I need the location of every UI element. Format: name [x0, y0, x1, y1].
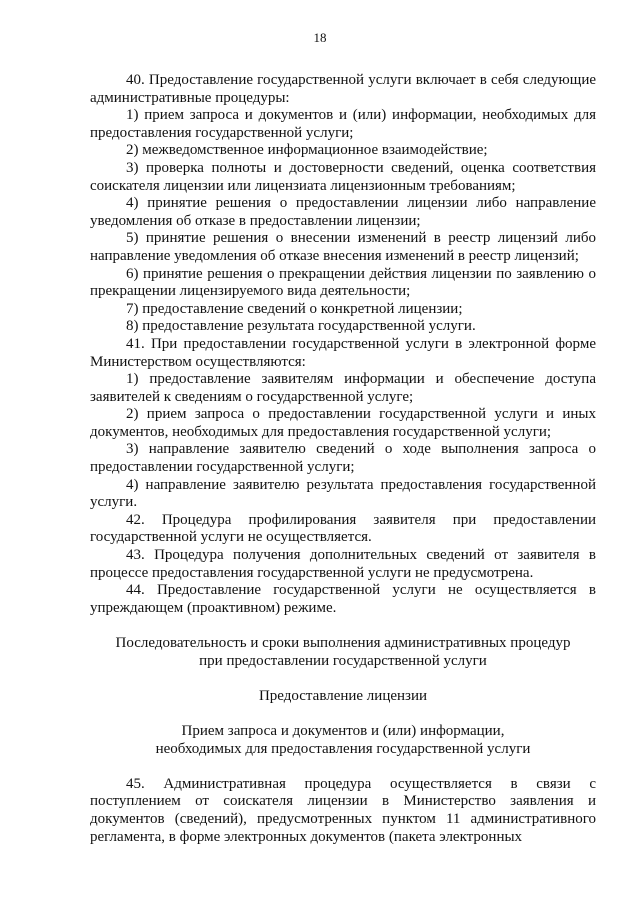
- list-item-40-5: 5) принятие решения о внесении изменений в реестр лицензий либо направление уведомления об отказе внесения изменений в реестр лицензий;: [90, 230, 596, 264]
- spacer: [90, 670, 596, 688]
- page-number: 18: [313, 30, 327, 45]
- procedure-heading-line-2: необходимых для предоставления государственной услуги: [155, 740, 531, 757]
- list-item-40-3: 3) проверка полноты и достоверности сведений, оценка соответствия соискателя лицензии или лицензиата лицензионным требованиям;: [90, 159, 596, 194]
- list-item-40-1: 1) прием запроса и документов и (или) информации, необходимых для предоставления государственной услуги;: [90, 107, 596, 141]
- section-heading-line-1: Последовательность и сроки выполнения административных процедур: [115, 635, 571, 651]
- list-item-40-4: 4) принятие решения о предоставлении лицензии либо направление уведомления об отказе в предоставлении лицензии;: [90, 195, 596, 229]
- paragraph-42: 42. Процедура профилирования заявителя при предоставлении государственной услуги не осуществляется.: [90, 511, 596, 546]
- paragraph-41: 41. При предоставлении государственной услуги в электронной форме Министерством осуществляются:: [90, 335, 596, 370]
- paragraph-44: 44. Предоставление государственной услуги не осуществляется в упреждающем (проактивном) режиме.: [90, 582, 596, 616]
- list-item-41-1: 1) предоставление заявителям информации и обеспечение доступа заявителей к сведениям о государственной услуге;: [90, 371, 596, 405]
- list-item-40-7: 7) предоставление сведений о конкретной лицензии;: [126, 300, 463, 317]
- list-item-40-8: 8) предоставление результата государственной услуги.: [126, 318, 476, 335]
- spacer: [90, 617, 596, 635]
- paragraph-40: 40. Предоставление государственной услуги включает в себя следующие административные процедуры:: [90, 72, 596, 106]
- paragraph-45: 45. Административная процедура осуществляется в связи с поступлением от соискателя лицензии в Министерство заявления и документов (сведений), предусмотренных пунктом 11 административного регламента, в форме электронных документов (пакета электронных: [90, 775, 596, 845]
- paragraph-43: 43. Процедура получения дополнительных сведений от заявителя в процессе предоставления государственной услуги не предусмотрена.: [90, 547, 596, 581]
- list-item-41-4: 4) направление заявителю результата предоставления государственной услуги.: [90, 476, 596, 511]
- list-item-40-2: 2) межведомственное информационное взаимодействие;: [126, 142, 488, 159]
- list-item-40-6: 6) принятие решения о прекращении действия лицензии по заявлению о прекращении лицензируемого вида деятельности;: [90, 265, 596, 300]
- list-item-41-2: 2) прием запроса о предоставлении государственной услуги и иных документов, необходимых для предоставления государственной услуги;: [90, 406, 596, 440]
- spacer: [90, 758, 596, 776]
- procedure-heading-line-1: Прием запроса и документов и (или) информации,: [181, 722, 505, 739]
- subsection-heading: Предоставление лицензии: [258, 687, 428, 704]
- section-heading-line-2: при предоставлении государственной услуги: [199, 652, 487, 669]
- spacer: [90, 705, 596, 723]
- document-body: [90, 72, 596, 846]
- list-item-41-3: 3) направление заявителю сведений о ходе выполнения запроса о предоставлении государственной услуги;: [90, 441, 596, 476]
